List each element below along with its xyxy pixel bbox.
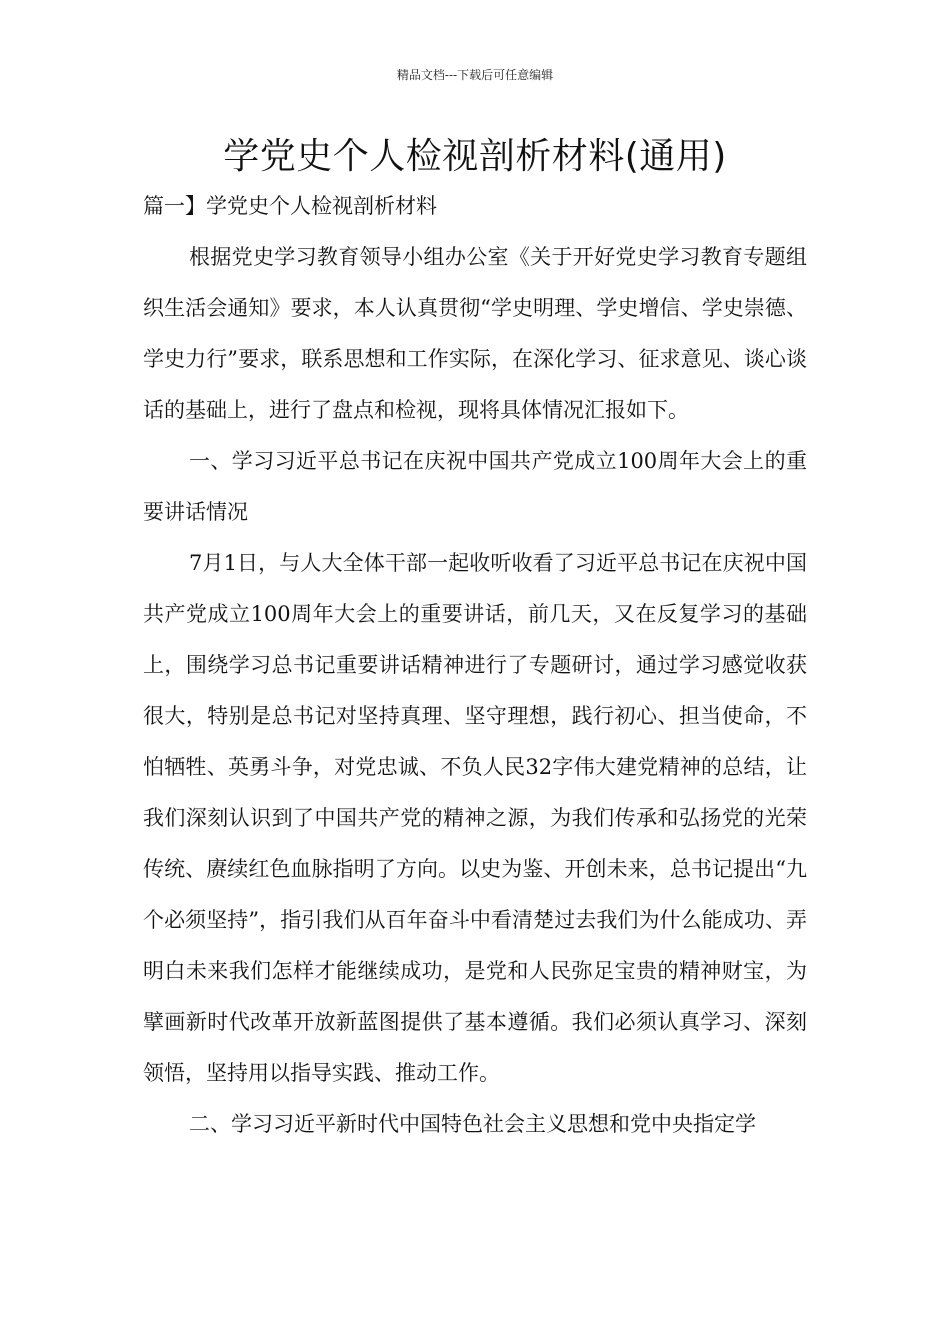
paragraph-heading-two: 二、学习习近平新时代中国特色社会主义思想和党中央指定学 [189, 1112, 756, 1136]
paragraph-heading-one: 一、学习习近平总书记在庆祝中国共产党成立100周年大会上的重要讲话情况 [143, 449, 807, 524]
paragraph-speech-study: 7月1日，与人大全体干部一起收听收看了习近平总书记在庆祝中国共产党成立100周年大会上的重要讲话，前几天，又在反复学习的基础上，围绕学习总书记重要讲话精神进行了专题研讨，通过学习感觉收获很大，特别是总书记对坚持真理、坚守理想，践行初心、担当使命，不怕牺牲、英勇斗争，对党忠诚、不负人民32字伟大建党精神的总结，让我们深刻认识到了中国共产党的精神之源，为我们传承和弘扬党的光荣传统、赓续红色血脉指明了方向。以史为鉴、开创未来，总书记提出“九个必须坚持”，指引我们从百年奋斗中看清楚过去我们为什么能成功、弄明白未来我们怎样才能继续成功，是党和人民弥足宝贵的精神财宝，为擘画新时代改革开放新蓝图提供了基本遵循。我们必须认真学习、深刻领悟，坚持用以指导实践、推动工作。 [143, 551, 807, 1085]
section-label: 篇一】学党史个人检视剖析材料 [143, 194, 437, 218]
document-title: 学党史个人检视剖析材料(通用) [223, 136, 727, 177]
paragraph-intro: 根据党史学习教育领导小组办公室《关于开好党史学习教育专题组织生活会通知》要求，本人认真贯彻“学史明理、学史增信、学史崇德、学史力行”要求，联系思想和工作实际，在深化学习、征求意见、谈心谈话的基础上，进行了盘点和检视，现将具体情况汇报如下。 [143, 245, 807, 422]
document-body [143, 181, 807, 1150]
header-note: 精品文档---下载后可任意编辑 [396, 68, 554, 82]
